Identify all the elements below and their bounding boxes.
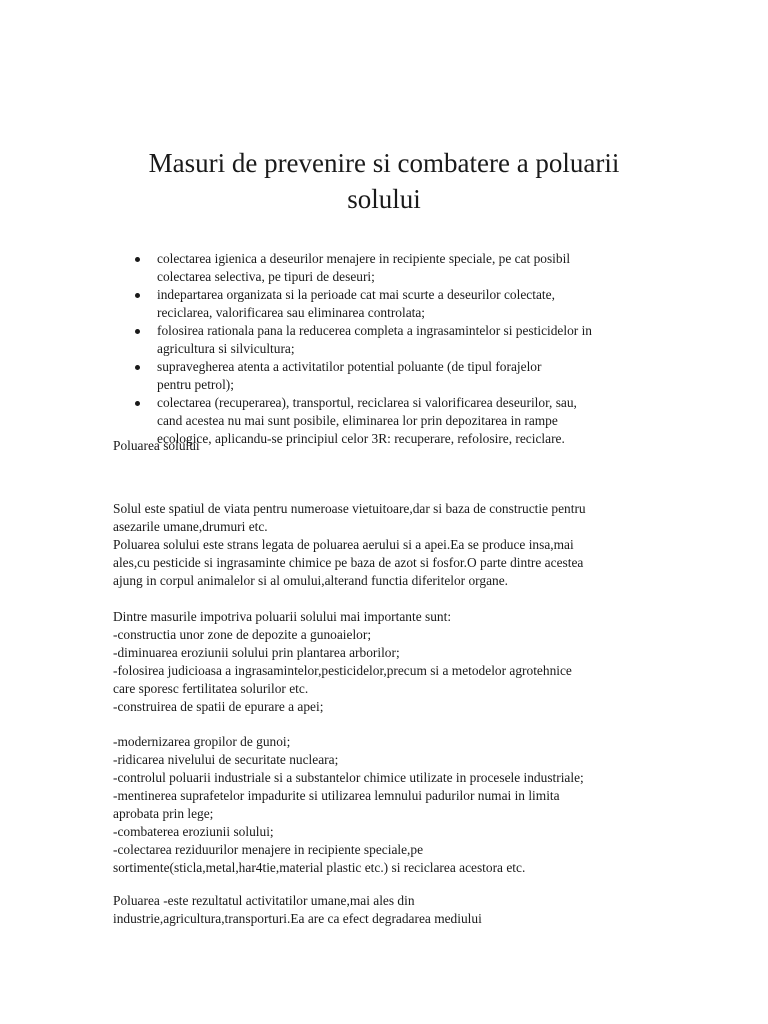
paragraph-line: Dintre masurile impotriva poluarii solului mai importante sunt: [113, 609, 452, 624]
list-item [157, 250, 667, 286]
list-item-line: pentru petrol); [157, 377, 234, 392]
title-line-1: Masuri de prevenire si combatere a poluarii [148, 148, 620, 178]
list-item-line: colectarea selectiva, pe tipuri de deseuri; [157, 269, 375, 284]
list-item-line: ecologice, aplicandu-se principiul celor 3R: recuperare, refolosire, reciclare. [157, 431, 565, 446]
paragraph-line: industrie,agricultura,transporturi.Ea are ca efect degradarea mediului [113, 911, 482, 926]
paragraph-pollution-definition [113, 892, 653, 928]
paragraph-line: -diminuarea eroziunii solului prin plantarea arborilor; [113, 645, 400, 660]
list-item-line: agricultura si silvicultura; [157, 341, 295, 356]
paragraph-soil-description [113, 500, 653, 590]
list-item-line: colectarea igienica a deseurilor menajere in recipiente speciale, pe cat posibil [157, 251, 571, 266]
paragraph-measures-part1 [113, 608, 653, 716]
bullet-icon [135, 365, 140, 370]
list-item-line: indepartarea organizata si la perioade cat mai scurte a deseurilor colectate, [157, 287, 555, 302]
paragraph-line: Solul este spatiul de viata pentru numeroase vietuitoare,dar si baza de constructie pentru [113, 501, 586, 516]
paragraph-line: ajung in corpul animalelor si al omului,alterand functia diferitelor organe. [113, 573, 509, 588]
list-item [157, 358, 667, 394]
paragraph-line: care sporesc fertilitatea solurilor etc. [113, 681, 309, 696]
page-title [100, 145, 668, 217]
paragraph-line: -folosirea judicioasa a ingrasamintelor,pesticidelor,precum si a metodelor agrotehnice [113, 663, 572, 678]
list-item-line: reciclarea, valorificarea sau eliminarea controlata; [157, 305, 426, 320]
bullet-icon [135, 293, 140, 298]
list-item-line: supravegherea atenta a activitatilor potential poluante (de tipul forajelor [157, 359, 542, 374]
paragraph-line: -controlul poluarii industriale si a substantelor chimice utilizate in procesele industriale; [113, 770, 584, 785]
list-item-line: colectarea (recuperarea), transportul, reciclarea si valorificarea deseurilor, sau, [157, 395, 577, 410]
paragraph-line: aprobata prin lege; [113, 806, 214, 821]
section-heading [113, 437, 653, 455]
paragraph-line: Poluarea solului este strans legata de poluarea aerului si a apei.Ea se produce insa,mai [113, 537, 574, 552]
section-heading-text: Poluarea solului [113, 438, 200, 453]
title-line-2: solului [347, 184, 421, 214]
prevention-measures-list [157, 250, 667, 448]
paragraph-line: -constructia unor zone de depozite a gunoaielor; [113, 627, 372, 642]
paragraph-line: asezarile umane,drumuri etc. [113, 519, 268, 534]
paragraph-line: -ridicarea nivelului de securitate nucleara; [113, 752, 339, 767]
paragraph-line: -construirea de spatii de epurare a apei; [113, 699, 324, 714]
list-item-line: folosirea rationala pana la reducerea completa a ingrasamintelor si pesticidelor in [157, 323, 593, 338]
paragraph-line: -modernizarea gropilor de gunoi; [113, 734, 291, 749]
list-item [157, 322, 667, 358]
paragraph-line: -colectarea reziduurilor menajere in recipiente speciale,pe [113, 842, 424, 857]
paragraph-line: ales,cu pesticide si ingrasaminte chimice pe baza de azot si fosfor.O parte dintre acestea [113, 555, 584, 570]
bullet-icon [135, 257, 140, 262]
list-item-line: cand acestea nu mai sunt posibile, eliminarea lor prin depozitarea in rampe [157, 413, 558, 428]
paragraph-line: -mentinerea suprafetelor impadurite si utilizarea lemnului padurilor numai in limita [113, 788, 560, 803]
bullet-icon [135, 329, 140, 334]
list-item [157, 286, 667, 322]
paragraph-line: -combaterea eroziunii solului; [113, 824, 274, 839]
paragraph-line: sortimente(sticla,metal,har4tie,material plastic etc.) si reciclarea acestora etc. [113, 860, 526, 875]
bullet-icon [135, 401, 140, 406]
paragraph-measures-part2 [113, 733, 653, 877]
paragraph-line: Poluarea -este rezultatul activitatilor umane,mai ales din [113, 893, 415, 908]
